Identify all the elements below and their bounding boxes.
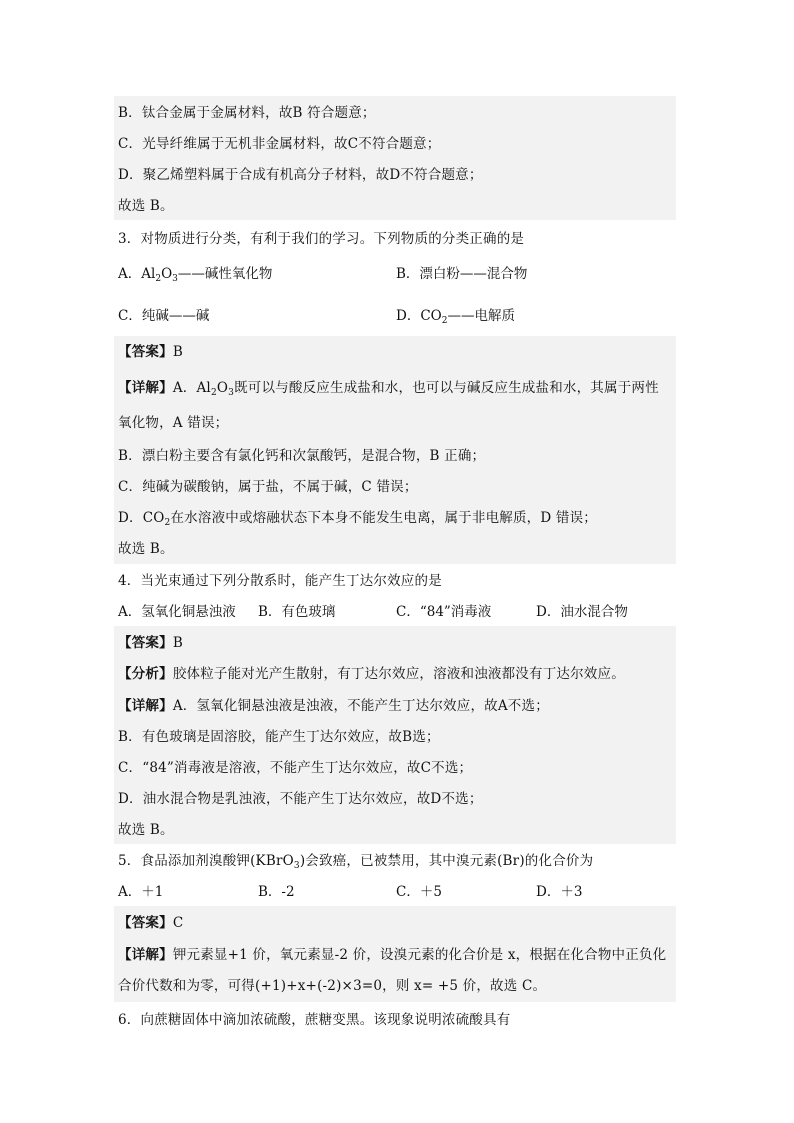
q4-option-d: D．油水混合物 [536, 604, 628, 620]
q5-detail-line-1: 【详解】钾元素显+1 价，氧元素显-2 价，设溴元素的化合价是 x，根据在化合物中正负化 [118, 947, 667, 963]
prev-option-d-explanation: D．聚乙烯塑料属于合成有机高分子材料，故D不符合题意； [118, 167, 483, 183]
q5-answer: 【答案】C [118, 915, 184, 931]
q3-option-d: D．$CO_2——$电解质 [396, 308, 515, 326]
q3-conclusion: 故选 B。 [118, 541, 174, 557]
q3-detail-line-2: 氧化物，A 错误； [118, 415, 229, 431]
q6-stem: 6．向蔗糖固体中滴加浓硫酸，蔗糖变黑。该现象说明浓硫酸具有 [118, 1012, 511, 1028]
q4-detail-line-2: B．有色玻璃是固溶胶，能产生丁达尔效应，故B选； [118, 729, 440, 745]
q3-option-c: C．纯碱——碱 [118, 308, 210, 324]
q4-analysis: 【分析】胶体粒子能对光产生散射，有丁达尔效应，溶液和浊液都没有丁达尔效应。 [118, 666, 625, 682]
q3-detail-line-4: C．纯碱为碳酸钠，属于盐，不属于碱，C 错误； [118, 479, 418, 495]
q5-detail-line-2: 合价代数和为零，可得(+1)+x+(-2)×3=0，则 x= +5 价，故选 C。 [118, 978, 547, 994]
q5-option-d: D．＋3 [536, 884, 583, 900]
prev-option-c-explanation: C．光导纤维属于无机非金属材料，故C不符合题意； [118, 136, 441, 152]
answer-tag: 【答案】 [118, 635, 173, 651]
detail-tag: 【详解】 [118, 947, 173, 963]
q3-detail-line-3: B．漂白粉主要含有氯化钙和次氯酸钙，是混合物，B 正确； [118, 448, 486, 464]
q4-conclusion: 故选 B。 [118, 822, 174, 838]
q5-option-b: B．-2 [258, 884, 295, 900]
answer-tag: 【答案】 [118, 344, 173, 360]
q4-detail-line-1: 【详解】A．氢氧化铜悬浊液是浊液，不能产生丁达尔效应，故A不选； [118, 698, 549, 714]
prev-conclusion: 故选 B。 [118, 198, 174, 214]
q4-detail-line-3: C．“84”消毒液是溶液，不能产生丁达尔效应，故C不选； [118, 760, 473, 776]
q3-answer: 【答案】B [118, 344, 183, 360]
q4-option-c: C．“84”消毒液 [396, 604, 492, 620]
q3-option-b: B．漂白粉——混合物 [396, 266, 528, 282]
q4-detail-line-4: D．油水混合物是乳浊液，不能产生丁达尔效应，故D不选； [118, 791, 483, 807]
q3-detail-line-5: D．$CO_2$在水溶液中或熔融状态下本身不能发生电离，属于非电解质，D 错误； [118, 510, 597, 528]
detail-tag: 【详解】 [118, 698, 173, 714]
q5-stem: 5．食品添加剂溴酸钾(KBrO$_3$)会致癌，已被禁用，其中溴元素(Br)的化合价为 [118, 853, 594, 871]
prev-option-b-explanation: B．钛合金属于金属材料，故B 符合题意； [118, 105, 376, 121]
q5-option-a: A．＋1 [118, 884, 164, 900]
analysis-tag: 【分析】 [118, 666, 173, 682]
q3-option-a: A．$Al_2O_3——$碱性氧化物 [118, 266, 273, 284]
q4-option-a: A．氢氧化铜悬浊液 [118, 604, 236, 620]
q4-stem: 4．当光束通过下列分散系时，能产生丁达尔效应的是 [118, 573, 442, 589]
q4-option-b: B．有色玻璃 [258, 604, 336, 620]
q4-answer: 【答案】B [118, 635, 183, 651]
detail-tag: 【详解】 [118, 380, 173, 396]
q5-option-c: C．＋5 [396, 884, 442, 900]
answer-tag: 【答案】 [118, 915, 173, 931]
q3-detail-line-1: 【详解】A．$Al_2O_3$既可以与酸反应生成盐和水，也可以与碱反应生成盐和水，其属于两性 [118, 380, 659, 398]
q3-stem: 3．对物质进行分类，有利于我们的学习。下列物质的分类正确的是 [118, 231, 525, 247]
